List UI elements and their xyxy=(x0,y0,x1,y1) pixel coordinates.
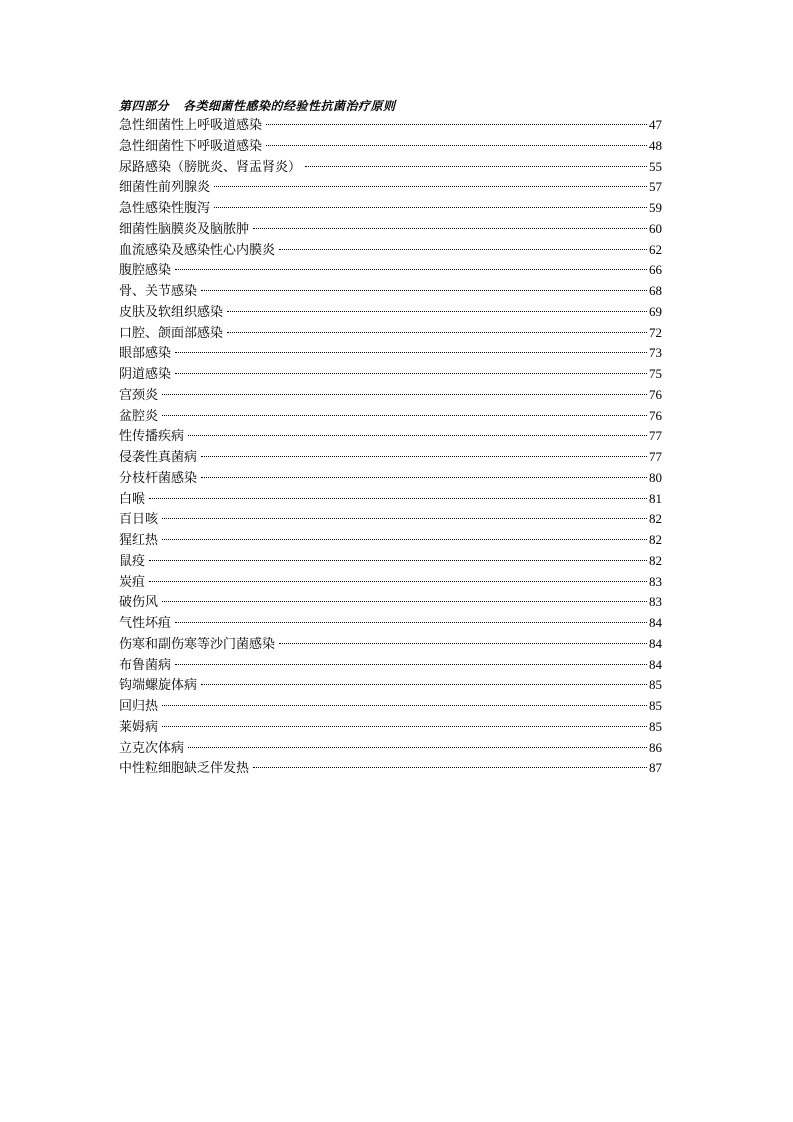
toc-entry-page-number: 48 xyxy=(649,137,662,153)
toc-entry-title: 中性粒细胞缺乏伴发热 xyxy=(119,761,250,777)
toc-entry-title: 猩红热 xyxy=(119,533,159,548)
toc-entry-page-number: 55 xyxy=(649,158,662,174)
toc-entry-title: 细菌性脑膜炎及脑脓肿 xyxy=(119,221,250,237)
toc-entry-page-number: 77 xyxy=(649,449,662,464)
toc-entry[interactable] xyxy=(119,758,662,779)
section-title-text: 各类细菌性感染的经验性抗菌治疗原则 xyxy=(183,99,396,113)
toc-entry[interactable] xyxy=(119,177,662,198)
toc-entry-page-number: 76 xyxy=(649,407,662,423)
toc-entry-title: 炭疽 xyxy=(119,574,146,590)
toc-entry-title: 血流感染及感染性心内膜炎 xyxy=(119,242,276,258)
toc-entry-title: 腹腔感染 xyxy=(119,263,172,279)
dot-leader xyxy=(162,705,647,706)
toc-entry-page-number: 84 xyxy=(649,615,662,630)
toc-entry-page-number: 47 xyxy=(649,117,662,132)
dot-leader xyxy=(175,269,647,270)
toc-entry-title: 气性坏疽 xyxy=(119,616,172,631)
toc-entry-title: 骨、关节感染 xyxy=(119,284,198,299)
toc-entry-title: 回归热 xyxy=(119,699,159,714)
toc-entry-page-number: 82 xyxy=(649,511,662,527)
toc-entry-title: 尿路感染（膀胱炎、肾盂肾炎） xyxy=(119,159,302,175)
toc-entry-title: 盆腔炎 xyxy=(119,408,159,424)
toc-entry[interactable] xyxy=(119,219,662,240)
dot-leader xyxy=(149,560,647,561)
toc-entry-page-number: 66 xyxy=(649,262,662,278)
toc-entry-title: 口腔、颌面部感染 xyxy=(119,325,224,341)
toc-entry-title: 急性感染性腹泻 xyxy=(119,201,211,216)
toc-entry-page-number: 84 xyxy=(649,635,662,651)
toc-entry-title: 钩端螺旋体病 xyxy=(119,678,198,694)
toc-entry-page-number: 85 xyxy=(649,698,662,713)
dot-leader xyxy=(201,456,647,457)
toc-entry-title: 百日咳 xyxy=(119,512,159,528)
dot-leader xyxy=(162,394,647,395)
toc-entry[interactable] xyxy=(119,530,662,551)
toc-entry-title: 性传播疾病 xyxy=(119,429,185,445)
toc-entry-page-number: 59 xyxy=(649,200,662,215)
toc-entry[interactable] xyxy=(119,468,662,489)
toc-entry-list xyxy=(119,115,662,779)
toc-entry-title: 宫颈炎 xyxy=(119,387,159,403)
toc-entry-title: 鼠疫 xyxy=(119,553,146,569)
dot-leader xyxy=(188,435,647,436)
toc-entry-title: 阴道感染 xyxy=(119,367,172,382)
dot-leader xyxy=(162,601,647,602)
toc-entry[interactable] xyxy=(119,302,662,323)
toc-entry-title: 莱姆病 xyxy=(119,719,159,735)
toc-entry-page-number: 85 xyxy=(649,677,662,693)
toc-entry[interactable] xyxy=(119,136,662,157)
toc-entry-page-number: 60 xyxy=(649,220,662,236)
dot-leader xyxy=(201,290,647,291)
dot-leader xyxy=(201,477,647,478)
toc-entry-page-number: 87 xyxy=(649,760,662,776)
dot-leader xyxy=(305,166,647,167)
dot-leader xyxy=(175,373,647,374)
toc-entry-title: 布鲁菌病 xyxy=(119,657,172,673)
toc-entry[interactable] xyxy=(119,260,662,281)
toc-entry-title: 白喉 xyxy=(119,491,146,507)
dot-leader xyxy=(214,186,647,187)
toc-entry[interactable] xyxy=(119,696,662,717)
table-of-contents xyxy=(119,97,662,779)
toc-entry[interactable] xyxy=(119,323,662,344)
toc-entry[interactable] xyxy=(119,157,662,178)
toc-entry-page-number: 82 xyxy=(649,532,662,547)
dot-leader xyxy=(253,767,647,768)
toc-entry[interactable] xyxy=(119,613,662,634)
toc-entry[interactable] xyxy=(119,572,662,593)
toc-entry-page-number: 57 xyxy=(649,179,662,195)
toc-entry-page-number: 84 xyxy=(649,656,662,672)
dot-leader xyxy=(162,726,647,727)
toc-entry-page-number: 68 xyxy=(649,283,662,298)
toc-entry-title: 分枝杆菌感染 xyxy=(119,470,198,486)
toc-entry[interactable] xyxy=(119,551,662,572)
toc-entry[interactable] xyxy=(119,240,662,261)
dot-leader xyxy=(279,249,647,250)
toc-entry[interactable] xyxy=(119,738,662,759)
toc-entry-page-number: 69 xyxy=(649,303,662,319)
dot-leader xyxy=(162,518,647,519)
toc-entry-page-number: 80 xyxy=(649,469,662,485)
dot-leader xyxy=(253,228,647,229)
dot-leader xyxy=(175,664,647,665)
toc-entry-page-number: 73 xyxy=(649,345,662,361)
dot-leader xyxy=(227,311,647,312)
toc-entry-title: 急性细菌性上呼吸道感染 xyxy=(119,118,263,133)
dot-leader xyxy=(201,684,647,685)
toc-entry-title: 皮肤及软组织感染 xyxy=(119,304,224,320)
toc-entry-page-number: 83 xyxy=(649,594,662,610)
dot-leader xyxy=(266,145,647,146)
toc-entry[interactable] xyxy=(119,281,662,302)
toc-entry[interactable] xyxy=(119,447,662,468)
toc-entry-page-number: 77 xyxy=(649,428,662,444)
toc-entry-title: 侵袭性真菌病 xyxy=(119,450,198,465)
dot-leader xyxy=(279,643,647,644)
toc-entry-page-number: 81 xyxy=(649,490,662,506)
toc-entry-page-number: 86 xyxy=(649,739,662,755)
toc-entry[interactable] xyxy=(119,509,662,530)
toc-entry[interactable] xyxy=(119,655,662,676)
toc-entry-page-number: 75 xyxy=(649,366,662,381)
dot-leader xyxy=(266,124,647,125)
toc-entry-page-number: 83 xyxy=(649,573,662,589)
dot-leader xyxy=(175,622,647,623)
toc-entry[interactable] xyxy=(119,406,662,427)
dot-leader xyxy=(162,415,647,416)
toc-entry[interactable] xyxy=(119,364,662,385)
toc-entry-title: 急性细菌性下呼吸道感染 xyxy=(119,138,263,154)
toc-entry-title: 细菌性前列腺炎 xyxy=(119,180,211,196)
toc-entry[interactable] xyxy=(119,385,662,406)
toc-entry-title: 眼部感染 xyxy=(119,346,172,362)
toc-entry[interactable] xyxy=(119,343,662,364)
dot-leader xyxy=(162,539,647,540)
section-part-label: 第四部分 xyxy=(119,99,170,113)
toc-entry-page-number: 82 xyxy=(649,552,662,568)
toc-entry-title: 破伤风 xyxy=(119,595,159,611)
dot-leader xyxy=(227,332,647,333)
toc-entry-page-number: 85 xyxy=(649,718,662,734)
toc-entry-title: 立克次体病 xyxy=(119,740,185,756)
toc-entry[interactable] xyxy=(119,489,662,510)
toc-entry[interactable] xyxy=(119,426,662,447)
toc-entry[interactable] xyxy=(119,115,662,136)
toc-entry[interactable] xyxy=(119,592,662,613)
toc-entry-page-number: 62 xyxy=(649,241,662,257)
toc-entry-title: 伤寒和副伤寒等沙门菌感染 xyxy=(119,636,276,652)
toc-entry[interactable] xyxy=(119,675,662,696)
dot-leader xyxy=(214,207,647,208)
toc-entry[interactable] xyxy=(119,634,662,655)
dot-leader xyxy=(188,747,647,748)
dot-leader xyxy=(149,498,647,499)
dot-leader xyxy=(175,352,647,353)
toc-entry-page-number: 72 xyxy=(649,324,662,340)
toc-entry[interactable] xyxy=(119,717,662,738)
section-heading xyxy=(119,97,662,115)
toc-entry-page-number: 76 xyxy=(649,386,662,402)
toc-entry[interactable] xyxy=(119,198,662,219)
dot-leader xyxy=(149,581,647,582)
